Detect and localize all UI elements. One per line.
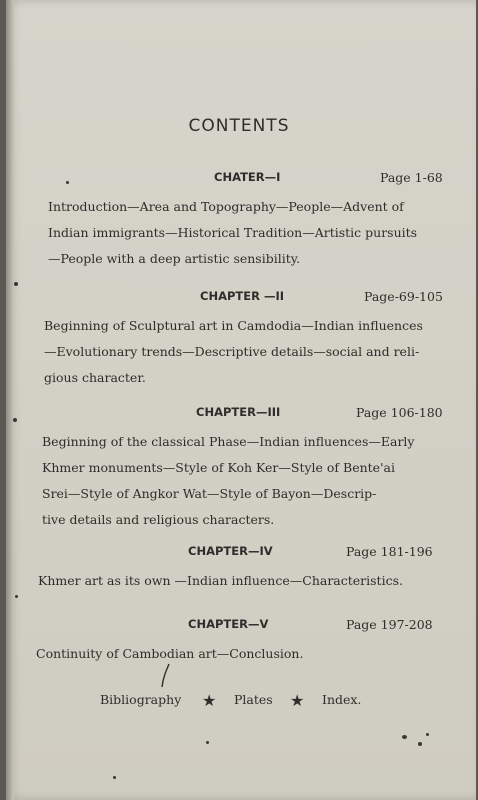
chapter-3-line: Srei—Style of Angkor Wat—Style of Bayon—Descrip-	[42, 486, 377, 501]
chapter-2-line: —Evolutionary trends—Descriptive details—social and reli-	[44, 344, 420, 359]
chapter-3-description	[42, 429, 414, 533]
chapter-4-pages: Page 181-196	[346, 544, 433, 559]
chapter-1-line: Introduction—Area and Topography—People—Advent of	[48, 199, 404, 214]
chapter-2-description	[44, 313, 423, 391]
pen-mark	[158, 662, 172, 690]
chapter-2-pages: Page-69-105	[364, 289, 443, 304]
chapter-5-heading: CHAPTER—V	[188, 617, 269, 631]
paper-speck	[15, 595, 18, 598]
back-matter-line	[100, 692, 400, 714]
chapter-3-line: Khmer monuments—Style of Koh Ker—Style of Bente'ai	[42, 460, 395, 475]
paper-speck	[66, 181, 69, 184]
chapter-2-heading: CHAPTER —II	[200, 289, 285, 303]
chapter-1-heading: CHATER—I	[214, 170, 281, 184]
paper-speck	[206, 741, 209, 744]
chapter-4-description	[38, 568, 403, 594]
chapter-4-line: Khmer art as its own —Indian influence—Characteristics.	[38, 573, 403, 588]
paper-speck	[418, 742, 422, 746]
paper-speck	[402, 735, 407, 739]
chapter-1-pages: Page 1-68	[380, 170, 443, 185]
chapter-5-pages: Page 197-208	[346, 617, 433, 632]
chapter-1-line: Indian immigrants—Historical Tradition—Artistic pursuits	[48, 225, 418, 240]
chapter-2-line: Beginning of Sculptural art in Camdodia—Indian influences	[44, 318, 423, 333]
star-icon: ★	[290, 691, 305, 710]
chapter-1-description	[48, 194, 417, 272]
paper-speck	[14, 282, 18, 286]
chapter-2-line: gious character.	[44, 370, 146, 385]
chapter-3-heading: CHAPTER—III	[196, 405, 281, 419]
page-title: CONTENTS	[188, 116, 290, 136]
chapter-3-line: Beginning of the classical Phase—Indian influences—Early	[42, 434, 415, 449]
chapter-4-heading: CHAPTER—IV	[188, 544, 273, 558]
chapter-3-pages: Page 106-180	[356, 405, 443, 420]
chapter-5-line: Continuity of Cambodian art—Conclusion.	[36, 646, 304, 661]
star-icon: ★	[202, 691, 217, 710]
chapter-3-line: tive details and religious characters.	[42, 512, 275, 527]
paper-speck	[13, 418, 17, 422]
chapter-1-line: —People with a deep artistic sensibility.	[48, 251, 301, 266]
plates-label: Plates	[234, 692, 273, 707]
paper-speck	[113, 776, 116, 779]
paper-speck	[426, 733, 429, 736]
index-label: Index.	[322, 692, 362, 707]
bibliography-label: Bibliography	[100, 692, 182, 707]
